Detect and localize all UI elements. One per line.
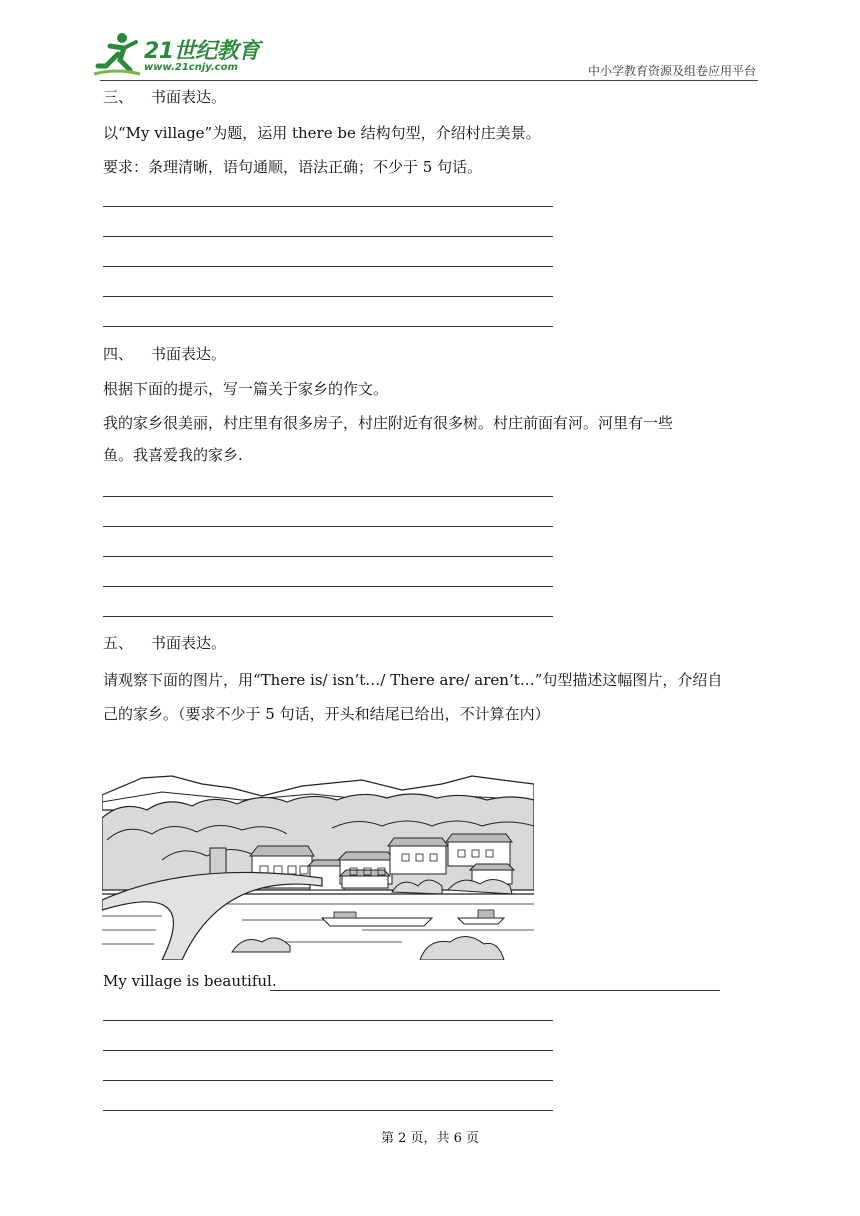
village-illustration — [102, 770, 534, 960]
answer-line[interactable] — [103, 1110, 553, 1111]
essay-opening-sentence: My village is beautiful. — [103, 972, 277, 990]
answer-line[interactable] — [103, 1050, 553, 1051]
section-5-prompt-line-2: 己的家乡。（要求不少于 5 句话，开头和结尾已给出，不计算在内） — [103, 705, 550, 723]
answer-line[interactable] — [103, 1080, 553, 1081]
section-4-hint-line-2: 鱼。我喜爱我的家乡. — [103, 446, 243, 464]
page-number: 第 2 页，共 6 页 — [380, 1131, 480, 1146]
section-3-prompt: 以“My village”为题，运用 there be 结构句型，介绍村庄美景。 — [103, 124, 541, 142]
answer-line[interactable] — [103, 326, 553, 327]
answer-line[interactable] — [103, 586, 553, 587]
answer-line[interactable] — [103, 616, 553, 617]
section-3-number: 三、 — [103, 88, 134, 106]
section-3-requirement: 要求：条理清晰，语句通顺，语法正确；不少于 5 句话。 — [103, 158, 483, 176]
header-divider — [100, 80, 758, 81]
section-3-heading — [103, 86, 226, 107]
answer-line[interactable] — [103, 266, 553, 267]
section-4-heading — [103, 343, 226, 364]
section-4-hint-line-1: 我的家乡很美丽，村庄里有很多房子，村庄附近有很多树。村庄前面有河。河里有一些 — [103, 414, 674, 432]
section-5-title: 书面表达。 — [151, 634, 227, 652]
section-5-heading — [103, 632, 226, 653]
answer-line[interactable] — [103, 296, 553, 297]
section-5-prompt-line-1: 请观察下面的图片，用“There is/ isn’t…/ There are/ aren’t…”句型描述这幅图片，介绍自 — [103, 671, 723, 689]
section-5-number: 五、 — [103, 634, 134, 652]
logo-text: 21世纪教育 — [144, 39, 260, 64]
platform-name: 中小学教育资源及组卷应用平台 — [587, 64, 756, 78]
answer-line[interactable] — [103, 526, 553, 527]
section-4-title: 书面表达。 — [151, 345, 227, 363]
section-4-prompt: 根据下面的提示，写一篇关于家乡的作文。 — [103, 380, 389, 398]
answer-line[interactable] — [103, 556, 553, 557]
answer-line[interactable] — [103, 1020, 553, 1021]
runner-logo-icon — [92, 30, 142, 80]
section-3-title: 书面表达。 — [151, 88, 227, 106]
answer-line[interactable] — [103, 236, 553, 237]
section-4-number: 四、 — [103, 345, 134, 363]
logo-url: www.21cnjy.com — [144, 62, 238, 73]
answer-line[interactable] — [270, 990, 720, 991]
answer-line[interactable] — [103, 496, 553, 497]
answer-line[interactable] — [103, 206, 553, 207]
site-logo — [92, 30, 262, 82]
